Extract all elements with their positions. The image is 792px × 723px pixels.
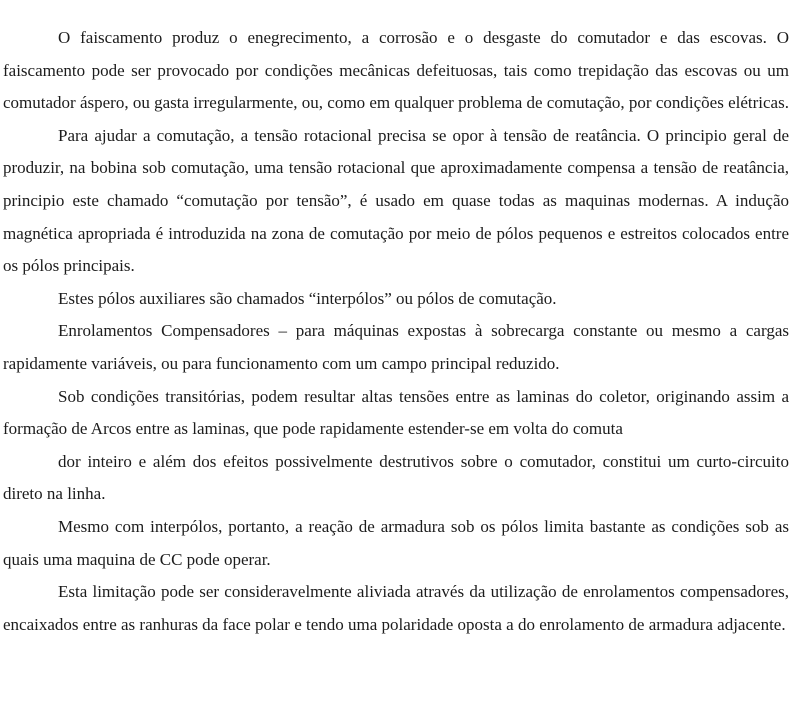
paragraph-condicoes-transitorias: Sob condições transitórias, podem resultar altas tensões entre as laminas do coletor, originando assim a formação de Arcos entre as laminas, que pode rapidamente estender-se em volta do comuta — [3, 386, 789, 439]
paragraph-faiscamento: O faiscamento produz o enegrecimento, a corrosão e o desgaste do comutador e das escovas. O faiscamento pode ser provocado por condições mecânicas defeituosas, tais como trepidação das escovas ou um comutador áspero, ou gasta irregularmente, ou, como em qualquer problema de comutação, por condições elétricas. — [3, 28, 789, 113]
paragraph-interpolos: Estes pólos auxiliares são chamados “interpólos” ou pólos de comutação. — [58, 288, 557, 308]
paragraph-comutacao-por-tensao: Para ajudar a comutação, a tensão rotacional precisa se opor à tensão de reatância. O principio geral de produzir, na bobina sob comutação, uma tensão rotacional que aproximadamente compensa a tensão de reatância, principio este chamado “comutação por tensão”, é usado em quase todas as maquinas modernas. A indução magnética apropriada é introduzida na zona de comutação por meio de pólos pequenos e estreitos colocados entre os pólos principais. — [3, 125, 789, 276]
paragraph-enrolamentos-compensadores: Enrolamentos Compensadores – para máquinas expostas à sobrecarga constante ou mesmo a cargas rapidamente variáveis, ou para funcionamento com um campo principal reduzido. — [3, 321, 789, 373]
paragraph-limitacao: Esta limitação pode ser consideravelmente aliviada através da utilização de enrolamentos compensadores, encaixados entre as ranhuras da face polar e tendo uma polaridade oposta a do enrolamento de armadura adjacente. — [3, 582, 789, 634]
paragraph-reacao-armadura: Mesmo com interpólos, portanto, a reação de armadura sob os pólos limita bastante as condições sob as quais uma maquina de CC pode operar. — [3, 516, 789, 569]
paragraph-curto-circuito: dor inteiro e além dos efeitos possivelmente destrutivos sobre o comutador, constitui um curto-circuito direto na linha. — [3, 451, 789, 504]
